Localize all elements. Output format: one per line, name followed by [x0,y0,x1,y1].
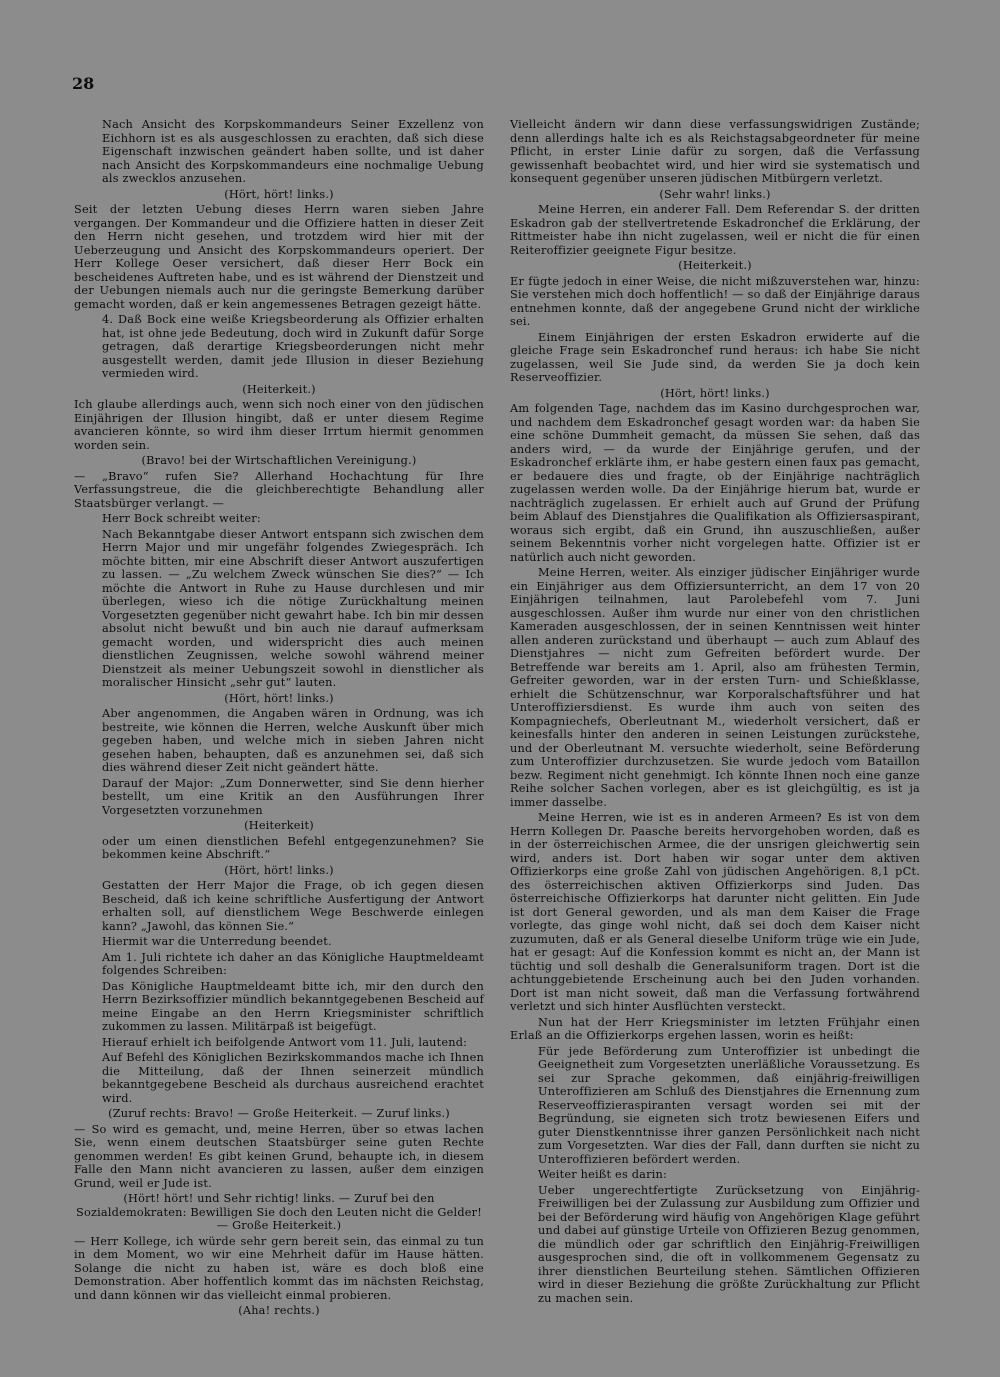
paragraph: Nach Ansicht des Korpskommandeurs Seiner Exzellenz von Eichhorn ist es als ausgeschlossen zu erachten, daß sich diese Eigenschaft inzwischen geändert haben sollte, und ist daher nach Ansicht des Korpskommandeurs eine nochmalige Uebung als zwecklos anzusehen. [102,118,484,185]
paragraph: Meine Herren, wie ist es in anderen Armeen? Es ist von dem Herrn Kollegen Dr. Paasche bereits hervorgehoben worden, daß es in der österreichischen Armee, die der unsrigen gleichwertig sein wird, anders ist. Dort haben wir sogar unter dem aktiven Offizierkorps eine große Zahl von jüdischen Angehörigen. 8,1 pCt. des österreichischen aktiven Offizierkorps sind Juden. Das österreichische Offizierkorps hat darunter nicht gelitten. Ein Jude ist dort General geworden, und als man dem Kaiser die Frage vorlegte, das ginge wohl nicht, daß sei doch dem Kaiser nicht zuzumuten, daß er als General dieselbe Uniform trüge wie ein Jude, hat er gesagt: Auf die Konfession kommt es nicht an, der Mann ist tüchtig und soll deshalb die Generalsuniform tragen. Dort ist die achtunggebietende Erscheinung auch bei den Juden vorhanden. Dort ist man nicht soweit, daß man die Verfassung fortwährend verletzt und sich hinter Ausflüchten versteckt. [510,811,920,1013]
paragraph: Hierauf erhielt ich beifolgende Antwort vom 11. Juli, lautend: [102,1035,468,1049]
paragraph: Nun hat der Herr Kriegsminister im letzten Frühjahr einen Erlaß an die Offizierkorps ergehen lassen, worin es heißt: [510,1015,920,1042]
interjection: (Hört, hört! links.) [224,187,334,201]
page-number: 28 [72,74,95,93]
paragraph: Vielleicht ändern wir dann diese verfassungswidrigen Zustände; denn allerdings halte ich es als Reichstagsabgeordneter für meine Pflicht, in erster Linie dafür zu sorgen, daß die Verfassung gewissenhaft beobachtet wird, und hier wird sie systematisch und konsequent gegenüber unseren jüdischen Mitbürgern verletzt. [510,118,920,185]
paragraph: Das Königliche Hauptmeldeamt bitte ich, mir den durch den Herrn Bezirksoffizier mündlich bekanntgegebenen Bescheid auf meine Eingabe an den Herrn Kriegsminister schriftlich zukommen zu lassen. Militärpaß ist beigefügt. [102,979,484,1033]
paragraph: Darauf der Major: „Zum Donnerwetter, sind Sie denn hierher bestellt, um eine Kritik an den Ausführungen Ihrer Vorgesetzten vorzunehmen [102,776,484,817]
paragraph: Aber angenommen, die Angaben wären in Ordnung, was ich bestreite, wie können die Herren, welche Auskunft über mich gegeben haben, und welche mich in sieben Jahren nicht gesehen haben, behaupten, daß es anzunehmen sei, daß sich dies während dieser Zeit nicht geändert hätte. [102,707,484,774]
paragraph: Am folgenden Tage, nachdem das im Kasino durchgesprochen war, und nachdem dem Eskadronchef gesagt worden war: da haben Sie eine schöne Dummheit gemacht, da müssen Sie sehen, daß das anders wird, — da wurde der Einjährige gerufen, und der Eskadronchef erklärte ihm, er habe gestern einen faux pas gemacht, er bedauere dies und fragte, ob der Einjährige nachträglich zugelassen werden wolle. Da der Einjährige hierum bat, wurde er nachträglich zugelassen. Er erhielt auch auf Grund der Prüfung beim Ablauf des Dienstjahres die Qualifikation als Offiziersaspirant, woraus sich ergibt, daß ein Grund, ihn auszuschließen, außer seinem Bekenntnis vorher nicht vorgelegen hatte. Offizier ist er natürlich auch nicht geworden. [510,402,920,564]
paragraph: Meine Herren, ein anderer Fall. Dem Referendar S. der dritten Eskadron gab der stellvertretende Eskadronchef die Erklärung, der Rittmeister habe ihn nicht zugelassen, weil er nicht die für einen Reiteroffizier geeignete Figur besitze. [510,203,920,257]
paragraph: Am 1. Juli richtete ich daher an das Königliche Hauptmeldeamt folgendes Schreiben: [102,950,484,977]
paragraph: Herr Bock schreibt weiter: [102,512,261,525]
paragraph: Nach Bekanntgabe dieser Antwort entspann sich zwischen dem Herrn Major und mir ungefähr folgendes Zwiegespräch. Ich möchte bitten, mir eine Abschrift dieser Antwort auszufertigen zu lassen. — „Zu welchem Zweck wünschen Sie dies?“ — Ich möchte die Antwort in Ruhe zu Hause durchlesen und mir überlegen, wieso ich die nötige Zurückhaltung meinen Vorgesetzten gegenüber nicht gewahrt habe. Ich bin mir dessen absolut nicht bewußt und bin auch nie darauf aufmerksam gemacht worden, und widerspricht dies auch meinen dienstlichen Zeugnissen, welche sowohl während meiner Dienstzeit als meiner Uebungszeit sowohl in dienstlicher als moralischer Hinsicht „sehr gut“ lauten. [102,527,484,689]
paragraph: Für jede Beförderung zum Unteroffizier ist unbedingt die Geeignetheit zum Vorgesetzten unerläßliche Voraussetzung. Es sei zur Sprache gekommen, daß einjährig-freiwilligen Unteroffizieren am Schluß des Dienstjahres die Ernennung zum Reserveoffizieraspiranten versagt worden sei mit der Begründung, sie eigneten sich trotz bewiesenen Eifers und guter Dienstkenntnisse ihrer ganzen Persönlichkeit nach nicht zum Vorgesetzten. War dies der Fall, dann durften sie nicht zu Unteroffizieren befördert werden. [538,1044,920,1166]
paragraph: Gestatten der Herr Major die Frage, ob ich gegen diesen Bescheid, daß ich keine schriftliche Ausfertigung der Antwort erhalten soll, auf dienstlichem Wege Beschwerde einlegen kann? „Jawohl, das können Sie.“ [102,879,484,933]
paragraph: — „Bravo“ rufen Sie? Allerhand Hochachtung für Ihre Verfassungstreue, die die gleichberechtigte Behandlung aller Staatsbürger verlangt. — [74,469,484,510]
paragraph: Er fügte jedoch in einer Weise, die nicht mißzuverstehen war, hinzu: Sie verstehen mich doch hoffentlich! — so daß der Einjährige daraus entnehmen konnte, daß der angegebene Grund nicht der wirkliche sei. [510,274,920,328]
interjection: (Sehr wahr! links.) [659,187,771,201]
paragraph: Meine Herren, weiter. Als einziger jüdischer Einjähriger wurde ein Einjähriger aus dem Offiziersunterricht, an dem 17 von 20 Einjährigen teilnahmen, laut Parolebefehl vom 7. Juni ausgeschlossen. Außer ihm wurde nur einer von den christlichen Kameraden ausgeschlossen, der in seinen Kenntnissen weit hinter allen anderen zurückstand und überhaupt — auch zum Ablauf des Dienstjahres — nicht zum Gefreiten befördert wurde. Der Betreffende war bereits am 1. April, also am frühesten Termin, Gefreiter geworden, war in der ersten Turn- und Schießklasse, erhielt die Schützenschnur, war Korporalschaftsführer und hat Unteroffiziersdienst. Es wurde ihm auch von seiten des Kompagniechefs, Oberleutnant M., wiederholt versichert, daß er keinesfalls hinter den anderen in seinen Leistungen zurückstehe, und der Oberleutnant M. versuchte wiederholt, seine Beförderung zum Unteroffizier durchzusetzen. Sie wurde jedoch vom Bataillon bezw. Regiment nicht genehmigt. Ich könnte Ihnen noch eine ganze Reihe solcher Sachen vorlegen, aber es ist gleichgültig, es ist ja immer dasselbe. [510,566,920,809]
interjection: (Hört, hört! links.) [224,691,334,705]
right-column [510,118,920,1305]
interjection: (Heiterkeit) [244,819,314,832]
paragraph: Weiter heißt es darin: [538,1168,667,1181]
paragraph: Hiermit war die Unterredung beendet. [102,935,332,948]
interjection: (Heiterkeit.) [678,259,752,272]
interjection: (Bravo! bei der Wirtschaftlichen Vereinigung.) [141,454,417,467]
interjection: (Hört, hört! links.) [224,863,334,877]
paragraph: Einem Einjährigen der ersten Eskadron erwiderte auf die gleiche Frage sein Eskadronchef rund heraus: ich habe Sie nicht zugelassen, weil Sie Jude sind, da werden Sie ja doch kein Reserveoffizier. [510,330,920,384]
interjection: (Hört, hört! links.) [660,386,770,400]
interjection: (Heiterkeit.) [242,382,316,396]
interjection: (Aha! rechts.) [238,1304,320,1317]
interjection: (Hört! hört! und Sehr richtig! links. — Zuruf bei den Sozialdemokraten: Bewilligen Sie doch den Leuten nicht die Gelder! — Große Heiterkeit.) [76,1192,482,1232]
paragraph: Ich glaube allerdings auch, wenn sich noch einer von den jüdischen Einjährigen der Illusion hingibt, daß er unter diesem Regime avancieren könnte, so wird ihm dieser Irrtum hiermit genommen worden sein. [74,398,484,452]
paragraph: oder um einen dienstlichen Befehl entgegenzunehmen? Sie bekommen keine Abschrift.“ [102,834,484,861]
paragraph: — Herr Kollege, ich würde sehr gern bereit sein, das einmal zu tun in dem Moment, wo wir eine Mehrheit dafür im Hause hätten. Solange die nicht zu haben ist, wäre es doch bloß eine Demonstration. Aber hoffentlich kommt das im nächsten Reichstag, und dann können wir das vielleicht einmal probieren. [74,1234,484,1302]
paragraph: Auf Befehl des Königlichen Bezirkskommandos mache ich Ihnen die Mitteilung, daß der Ihnen seinerzeit mündlich bekanntgegebene Bescheid als durchaus ausreichend erachtet wird. [102,1051,484,1105]
left-column [74,118,484,1318]
paragraph: Ueber ungerechtfertigte Zurücksetzung von Einjährig-Freiwilligen bei der Zulassung zur Ausbildung zum Offizier und bei der Beförderung wird häufig von Angehörigen Klage geführt und dabei auf günstige Urteile von Offizieren Bezug genommen, die mündlich oder gar schriftlich den Einjährig-Freiwilligen ausgesprochen sind, die oft in vollkommenem Gegensatz zu ihrer dienstlichen Beurteilung stehen. Sämtlichen Offizieren wird in dieser Beziehung die größte Zurückhaltung zur Pflicht zu machen sein. [538,1183,920,1305]
paragraph: 4. Daß Bock eine weiße Kriegsbeorderung als Offizier erhalten hat, ist ohne jede Bedeutung, doch wird in Zukunft dafür Sorge getragen, daß derartige Kriegsbeorderungen nicht mehr ausgestellt werden, damit jede Illusion in dieser Beziehung vermieden wird. [102,313,484,380]
interjection: (Zuruf rechts: Bravo! — Große Heiterkeit. — Zuruf links.) [108,1107,450,1120]
paragraph: Seit der letzten Uebung dieses Herrn waren sieben Jahre vergangen. Der Kommandeur und die Offiziere hatten in dieser Zeit den Herrn nicht gesehen, und trotzdem wird hier mit der Ueberzeugung und Ansicht des Korpskommandeurs operiert. Der Herr Kollege Oeser versichert, daß dieser Herr Bock ein bescheidenes Auftreten habe, und es ist während der Dienstzeit und der Uebungen niemals auch nur die geringste Bemerkung darüber gemacht worden, daß er kein angemessenes Betragen gezeigt hätte. [74,203,484,311]
paragraph: — So wird es gemacht, und, meine Herren, über so etwas lachen Sie, wenn einem deutschen Staatsbürger seine guten Rechte genommen werden! Es gibt keinen Grund, behaupte ich, in diesem Falle den Mann nicht avancieren zu lassen, außer dem einzigen Grund, weil er Jude ist. [74,1122,484,1190]
